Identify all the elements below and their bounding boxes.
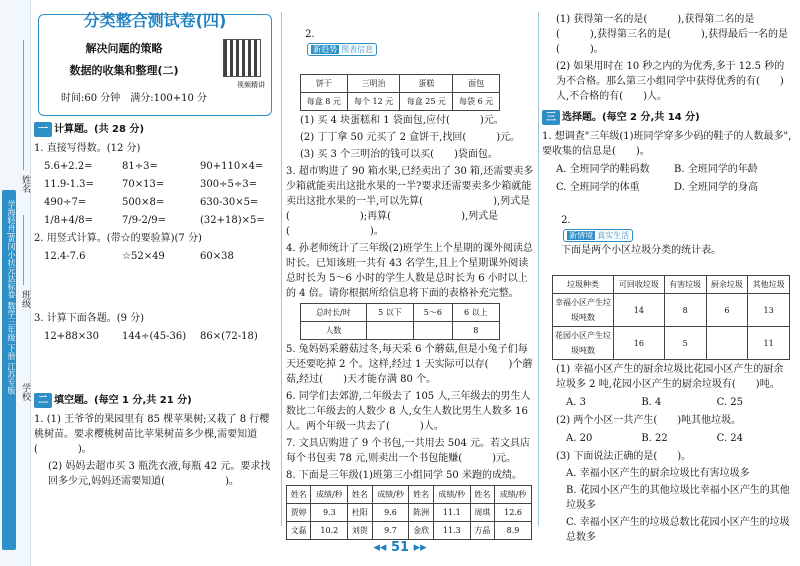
table-cell: 可回收垃圾 — [614, 276, 665, 294]
table-cell: 每盒 25 元 — [400, 93, 453, 111]
question-1-title: 1. 直接写得数。(12 分) — [34, 143, 141, 154]
choice-options-row — [566, 431, 792, 446]
table-cell: 金欣 — [409, 522, 433, 540]
name-line — [23, 40, 24, 170]
qr-caption: 视频精讲 — [237, 81, 265, 89]
table-row — [301, 93, 500, 111]
calc-item: ☆52×49 — [122, 251, 165, 262]
section-title: 计算题。(共 28 分) — [54, 124, 145, 135]
section-badge: 二 — [34, 393, 52, 408]
calc-row — [44, 177, 278, 192]
calc-item: 5.6+2.2= — [44, 161, 93, 172]
calc-row — [44, 195, 278, 210]
question-3-title: 3. 计算下面各题。(9 分) — [34, 313, 145, 324]
choice-option[interactable]: B. 花园小区产生的其他垃圾比幸福小区产生的其他垃圾多 — [566, 485, 790, 511]
table-cell: 11.3 — [433, 522, 470, 540]
choice-option[interactable]: A. 3 — [566, 397, 586, 408]
fill-question-6: 6. 同学们去郊游,二年级去了 105 人,三年级去的男生人数比二年级去的人数少 8 人,女生人数比男生人数多 16 人。两个年级一共去了( )人。 — [286, 391, 531, 432]
run-question-1: (1) 获得第一名的是( ),获得第二名的是( ),获得第三名的是( ),获得最后一名的是( )。 — [556, 14, 788, 55]
tag-label: 图表信息 — [341, 45, 374, 54]
table-cell: 11 — [748, 327, 790, 360]
trash-question-2: (2) 两个小区一共产生( )吨其他垃圾。 — [556, 415, 742, 426]
series-strip-text: 学海轻舟|黄冈小状元达标卷 数学三年级 下册 江苏专版 — [7, 200, 16, 395]
tag-label: 新情境 — [569, 231, 594, 240]
question-2-header — [286, 12, 534, 72]
calc-item: 90+110×4= — [200, 161, 264, 172]
table-cell: 11.1 — [433, 504, 470, 522]
table-cell: 总时长/时 — [301, 304, 367, 322]
column-2 — [286, 10, 534, 535]
answer-cell[interactable] — [414, 322, 452, 340]
table-cell: 14 — [614, 294, 665, 327]
question-text: 下面是两个小区垃圾分类的统计表。 — [561, 245, 722, 256]
table-row — [287, 504, 532, 522]
trend-tag — [307, 43, 377, 56]
table-cell: 8 — [452, 322, 499, 340]
calc-item: 12+88×30 — [44, 331, 99, 342]
price-question-3: (3) 买 3 个三明治的钱可以买( )袋面包。 — [300, 149, 498, 160]
table-cell: 成绩/秒 — [311, 486, 348, 504]
choice-option[interactable]: A. 20 — [566, 433, 593, 444]
choice-question-1: 1. 想调查"三年级(1)班同学穿多少码的鞋子的人数最多",要收集的信息是( )。 — [542, 131, 792, 157]
answer-space[interactable] — [34, 347, 278, 387]
price-question-1: (1) 买 4 块蛋糕和 1 袋面包,应付( )元。 — [300, 115, 504, 126]
table-cell: 13 — [748, 294, 790, 327]
table-cell: 垃圾种类 — [553, 276, 614, 294]
tag-label: 真实生活 — [597, 231, 630, 240]
table-cell: 人数 — [301, 322, 367, 340]
table-cell: 16 — [614, 327, 665, 360]
table-cell: 每个 12 元 — [347, 93, 400, 111]
table-cell: 12.6 — [495, 504, 532, 522]
calc-item: 144÷(45-36) — [122, 331, 187, 342]
calc-item: 300÷5÷3= — [200, 179, 257, 190]
fill-question-8: 8. 下面是三年级(1)班第三小组同学 50 米跑的成绩。 — [286, 470, 522, 481]
table-cell: 贾婷 — [287, 504, 311, 522]
choice-options-row — [566, 395, 792, 410]
table-cell: 8.9 — [495, 522, 532, 540]
section-fill-header — [34, 393, 278, 408]
table-cell: 周琪 — [470, 504, 494, 522]
table-cell: 三明治 — [347, 75, 400, 93]
page-title: 分类整合测试卷(四) — [83, 11, 227, 30]
calc-item: 1/8+4/8= — [44, 215, 93, 226]
context-tag — [563, 229, 633, 242]
section-title: 选择题。(每空 2 分,共 14 分) — [562, 112, 700, 123]
calc-item: 12.4-7.6 — [44, 251, 86, 262]
section-choice-header — [542, 110, 792, 125]
choice-option[interactable]: B. 22 — [641, 433, 668, 444]
section-badge: 三 — [542, 110, 560, 125]
fill-question-7: 7. 文具店购进了 9 个书包,一共用去 504 元。若文具店每个书包卖 78 元,则卖出一个书包能赚( )元。 — [286, 438, 531, 464]
choice-options-row — [556, 180, 792, 195]
table-cell: 刘贺 — [348, 522, 372, 540]
table-cell: 每盒 8 元 — [301, 93, 348, 111]
class-line — [23, 215, 24, 285]
choice-option[interactable]: C. 幸福小区产生的垃圾总数比花园小区产生的垃圾总数多 — [566, 517, 790, 543]
table-cell: 姓名 — [470, 486, 494, 504]
time-score: 时间:60 分钟 满分:100+10 分 — [60, 93, 207, 104]
fill-question-1: 1. (1) 王爷爷的果园里有 85 棵苹果树;又栽了 8 行樱桃树苗。要求樱桃树苗比苹果树苗多少棵,需要知道( )。 — [34, 414, 270, 455]
choice-option[interactable]: D. 全班同学的身高 — [674, 182, 759, 193]
fill-question-2: (2) 妈妈去超市买 3 瓶洗衣液,每瓶 42 元。要求找回多少元,妈妈还需要知道( )。 — [48, 461, 271, 487]
table-cell: 成绩/秒 — [372, 486, 409, 504]
table-row — [553, 327, 790, 360]
table-cell: 饼干 — [301, 75, 348, 93]
calc-item: 490÷7= — [44, 197, 87, 208]
subtitle-data: 数据的收集和整理(二) — [69, 64, 179, 77]
mixed-calc-row — [44, 329, 278, 344]
table-cell: 文磊 — [287, 522, 311, 540]
table-cell: 每袋 6 元 — [453, 93, 500, 111]
vertical-calc-row — [44, 249, 278, 264]
trash-question-1: (1) 幸福小区产生的厨余垃圾比花园小区产生的厨余垃圾多 2 吨,花园小区产生的厨余垃圾有( )吨。 — [556, 364, 784, 390]
table-row — [301, 322, 500, 340]
column-1 — [34, 10, 278, 526]
section-badge: 一 — [34, 122, 52, 137]
question-number: 2. — [561, 215, 571, 226]
table-row — [287, 522, 532, 540]
table-cell: 5 — [664, 327, 706, 360]
calc-item: 86×(72-18) — [200, 331, 258, 342]
subtitle-strategy: 解决问题的策略 — [85, 42, 163, 55]
calc-item: 11.9-1.3= — [44, 179, 94, 190]
fill-question-5: 5. 兔妈妈采蘑菇过冬,每天采 6 个蘑菇,但是小兔子们每天还要吃掉 2 个。这样,经过 1 天实际可以存( )个蘑菇,经过( )天才能存满 80 个。 — [286, 344, 533, 385]
column-3 — [542, 10, 792, 543]
choice-option[interactable]: C. 全班同学的体重 — [556, 182, 640, 193]
table-cell: 有害垃圾 — [664, 276, 706, 294]
choice-options-row — [556, 162, 792, 177]
tag-label: 新趋势 — [313, 45, 338, 54]
name-label: 姓名 — [20, 175, 30, 193]
table-cell: 姓名 — [287, 486, 311, 504]
question-number: 2. — [305, 29, 315, 40]
table-row — [553, 294, 790, 327]
fill-question-4: 4. 孙老师统计了三年级(2)班学生上个星期的课外阅读总时长。已知该班一共有 43 名学生,且上个星期课外阅读总时长为 5～6 小时的学生人数是总时长为 6 小时以上的 4 倍。请你根据所给信息将下面的表格补充完整。 — [286, 243, 533, 299]
calc-item: 7/9-2/9= — [122, 215, 166, 226]
table-cell: 厨余垃圾 — [706, 276, 748, 294]
calc-item: 81÷3= — [122, 161, 158, 172]
table-cell: 5～6 — [414, 304, 452, 322]
price-table — [300, 74, 500, 111]
calc-item: 70×13= — [122, 179, 165, 190]
choice-option[interactable]: A. 全班同学的鞋码数 — [556, 164, 650, 175]
calc-item: 500×8= — [122, 197, 165, 208]
question-2-title: 2. 用竖式计算。(带☆的要验算)(7 分) — [34, 233, 202, 244]
qr-code-icon[interactable] — [223, 39, 261, 77]
column-divider — [281, 12, 282, 526]
trash-table — [552, 275, 790, 360]
column-divider — [538, 12, 539, 526]
table-cell: 杜阳 — [348, 504, 372, 522]
table-cell: 成绩/秒 — [495, 486, 532, 504]
reading-table — [300, 303, 500, 340]
binding-margin — [0, 0, 31, 566]
table-cell: 5 以下 — [366, 304, 413, 322]
class-label: 班级 — [20, 290, 30, 308]
table-cell: 花园小区产生垃圾吨数 — [553, 327, 614, 360]
table-cell: 9.3 — [311, 504, 348, 522]
table-cell: 方晶 — [470, 522, 494, 540]
table-cell: 姓名 — [409, 486, 433, 504]
trash-question-3: (3) 下面说法正确的是( )。 — [556, 451, 692, 462]
table-cell: 幸福小区产生垃圾吨数 — [553, 294, 614, 327]
table-cell: 8 — [664, 294, 706, 327]
calc-item: 60×38 — [200, 251, 234, 262]
table-cell: 蛋糕 — [400, 75, 453, 93]
choice-option[interactable]: C. 25 — [716, 397, 744, 408]
choice-option[interactable]: B. 全班同学的年龄 — [674, 164, 758, 175]
table-cell: 10.2 — [311, 522, 348, 540]
table-cell: 成绩/秒 — [433, 486, 470, 504]
table-cell: 面包 — [453, 75, 500, 93]
section-title: 填空题。(每空 1 分,共 21 分) — [54, 395, 192, 406]
table-cell: 9.7 — [372, 522, 409, 540]
table-cell: 9.6 — [372, 504, 409, 522]
page-number: ◂◂ 51 ▸▸ — [373, 540, 427, 555]
run-question-2: (2) 如果用时在 10 秒之内的为优秀,多于 12.5 秒的为不合格。那么第三小组同学中获得优秀的有( )人,不合格的有( )人。 — [556, 61, 785, 102]
school-label: 学校 — [20, 383, 30, 401]
section-calc-header — [34, 122, 278, 137]
table-cell: 陈洲 — [409, 504, 433, 522]
choice-question-2 — [542, 198, 792, 273]
calc-item: (32+18)×5= — [200, 215, 265, 226]
table-cell: 其他垃圾 — [748, 276, 790, 294]
choice-option[interactable]: B. 4 — [641, 397, 662, 408]
choice-option[interactable]: A. 幸福小区产生的厨余垃圾比有害垃圾多 — [566, 468, 750, 479]
answer-cell[interactable] — [366, 322, 413, 340]
title-box — [38, 11, 272, 116]
calc-row — [44, 159, 278, 174]
answer-space[interactable] — [34, 267, 278, 309]
calc-row — [44, 213, 278, 228]
table-cell: 6 — [706, 294, 748, 327]
answer-cell[interactable] — [706, 327, 748, 360]
fill-question-3: 3. 超市购进了 90 箱水果,已经卖出了 30 箱,还需要卖多少箱就能卖出这批水果的一半?要求还需要卖多少箱就能卖出这批水果的一半,可以先算( ),列式是( );再算( ),列式是( )。 — [286, 166, 534, 237]
table-row — [301, 75, 500, 93]
choice-option[interactable]: C. 24 — [716, 433, 744, 444]
table-row — [287, 486, 532, 504]
calc-item: 630-30×5= — [200, 197, 259, 208]
table-cell: 6 以上 — [452, 304, 499, 322]
table-row — [553, 276, 790, 294]
running-table — [286, 485, 532, 540]
table-row — [301, 304, 500, 322]
price-question-2: (2) 丁丁拿 50 元买了 2 盒饼干,找回( )元。 — [300, 132, 521, 143]
table-cell: 姓名 — [348, 486, 372, 504]
